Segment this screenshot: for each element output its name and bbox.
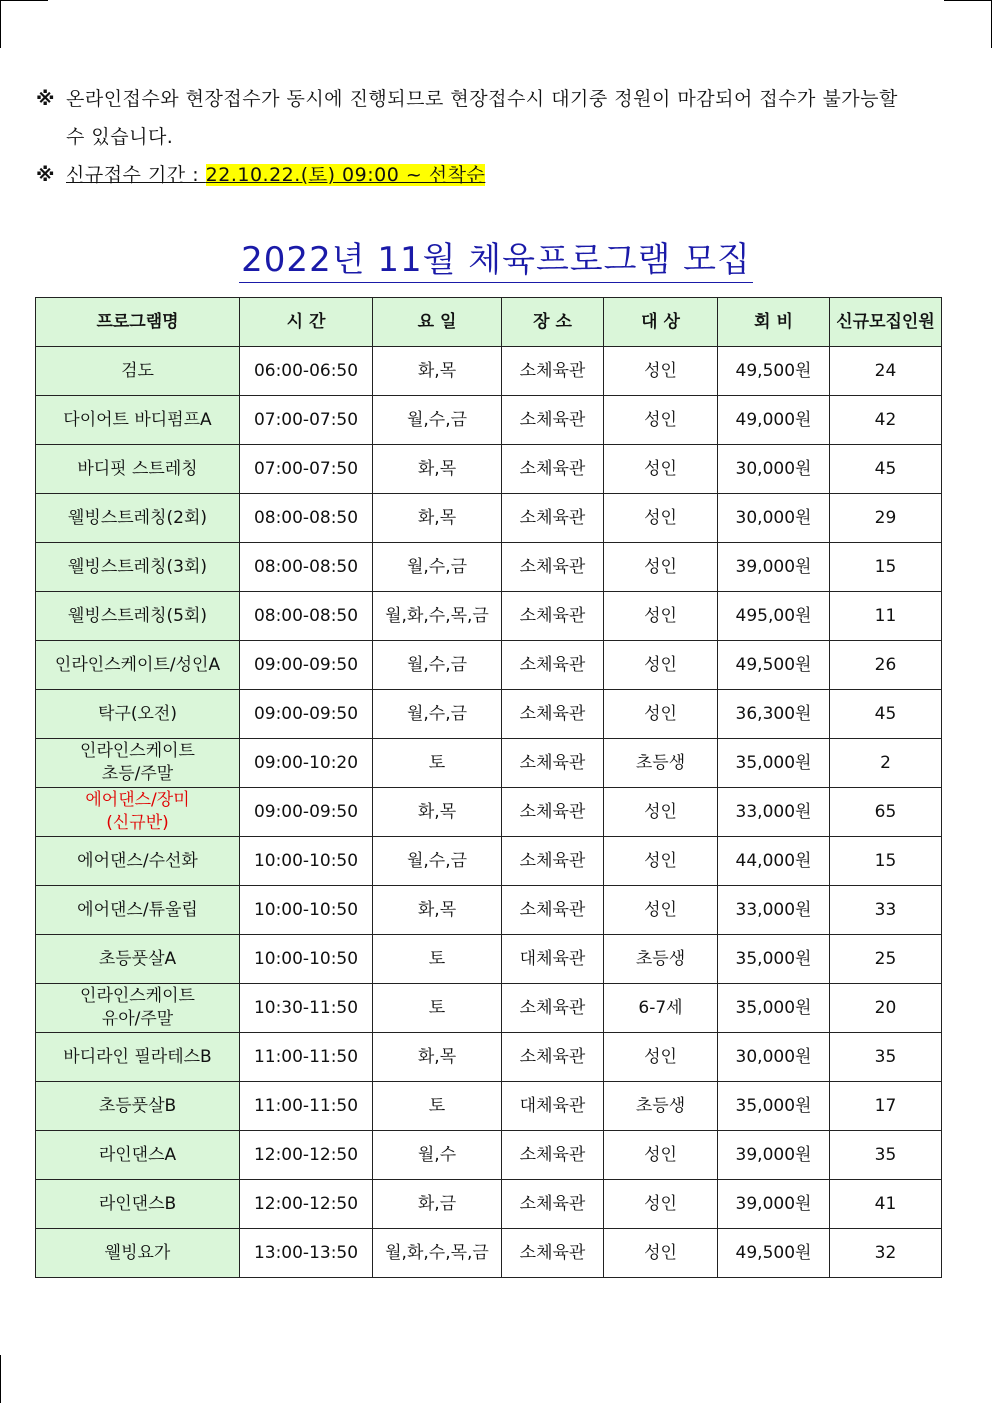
- program-name-cell: 웰빙스트레칭(5회): [36, 592, 240, 641]
- place-cell: 소체육관: [502, 1033, 604, 1082]
- fee-cell: 49,000원: [718, 396, 830, 445]
- header-place: 장 소: [502, 298, 604, 347]
- header-fee: 회 비: [718, 298, 830, 347]
- fee-cell: 49,500원: [718, 1229, 830, 1278]
- target-cell: 초등생: [604, 739, 718, 788]
- time-cell: 06:00-06:50: [240, 347, 373, 396]
- time-cell: 11:00-11:50: [240, 1033, 373, 1082]
- place-cell: 소체육관: [502, 1229, 604, 1278]
- count-cell: 35: [830, 1033, 942, 1082]
- days-cell: 월,화,수,목,금: [373, 1229, 502, 1278]
- program-name-cell: [36, 788, 240, 837]
- table-row: [36, 347, 942, 396]
- program-name-cell: 검도: [36, 347, 240, 396]
- days-cell: 월,수,금: [373, 543, 502, 592]
- place-cell: 대체육관: [502, 935, 604, 984]
- table-row: [36, 1033, 942, 1082]
- program-name-cell: [36, 984, 240, 1033]
- program-name-cell: 바디라인 필라테스B: [36, 1033, 240, 1082]
- crop-mark-top-right-h: [944, 0, 992, 1]
- count-cell: 45: [830, 690, 942, 739]
- target-cell: 성인: [604, 445, 718, 494]
- table-row: [36, 543, 942, 592]
- table-row: [36, 445, 942, 494]
- count-cell: 32: [830, 1229, 942, 1278]
- target-cell: 성인: [604, 1180, 718, 1229]
- time-cell: 10:00-10:50: [240, 886, 373, 935]
- notice-line-1: [36, 80, 946, 118]
- page-title: [0, 232, 992, 281]
- days-cell: 월,수,금: [373, 690, 502, 739]
- place-cell: 소체육관: [502, 641, 604, 690]
- program-name-cell: 초등풋살A: [36, 935, 240, 984]
- program-name-line1: 에어댄스/장미: [85, 790, 190, 810]
- time-cell: 09:00-10:20: [240, 739, 373, 788]
- count-cell: 17: [830, 1082, 942, 1131]
- program-name-cell: 인라인스케이트/성인A: [36, 641, 240, 690]
- days-cell: 월,수,금: [373, 641, 502, 690]
- program-name-cell: [36, 739, 240, 788]
- days-cell: 화,목: [373, 788, 502, 837]
- fee-cell: 44,000원: [718, 837, 830, 886]
- page-title-text: 2022년 11월 체육프로그램 모집: [239, 240, 753, 283]
- time-cell: 12:00-12:50: [240, 1131, 373, 1180]
- fee-cell: 30,000원: [718, 445, 830, 494]
- count-cell: 20: [830, 984, 942, 1033]
- fee-cell: 39,000원: [718, 543, 830, 592]
- program-name-cell: 탁구(오전): [36, 690, 240, 739]
- table-row: [36, 935, 942, 984]
- days-cell: 화,목: [373, 445, 502, 494]
- days-cell: 토: [373, 984, 502, 1033]
- place-cell: 소체육관: [502, 690, 604, 739]
- time-cell: 08:00-08:50: [240, 592, 373, 641]
- place-cell: 소체육관: [502, 837, 604, 886]
- time-cell: 10:00-10:50: [240, 935, 373, 984]
- program-name-line1: 인라인스케이트: [80, 986, 195, 1006]
- place-cell: 소체육관: [502, 347, 604, 396]
- days-cell: 월,수: [373, 1131, 502, 1180]
- fee-cell: 495,00원: [718, 592, 830, 641]
- target-cell: 성인: [604, 1131, 718, 1180]
- program-name-cell: 라인댄스B: [36, 1180, 240, 1229]
- count-cell: 42: [830, 396, 942, 445]
- days-cell: 화,목: [373, 347, 502, 396]
- period-label: 신규접수 기간 :: [66, 164, 206, 186]
- time-cell: 07:00-07:50: [240, 445, 373, 494]
- table-row: [36, 837, 942, 886]
- time-cell: 09:00-09:50: [240, 641, 373, 690]
- target-cell: 성인: [604, 690, 718, 739]
- program-name-cell: 웰빙스트레칭(3회): [36, 543, 240, 592]
- place-cell: 소체육관: [502, 543, 604, 592]
- table-row: [36, 592, 942, 641]
- notice-mark: ※: [36, 88, 55, 110]
- fee-cell: 33,000원: [718, 886, 830, 935]
- place-cell: 소체육관: [502, 494, 604, 543]
- count-cell: 41: [830, 1180, 942, 1229]
- program-name-line2: (신규반): [106, 813, 169, 833]
- count-cell: 65: [830, 788, 942, 837]
- program-name-line2: 유아/주말: [101, 1009, 174, 1029]
- fee-cell: 49,500원: [718, 641, 830, 690]
- program-name-cell: 다이어트 바디펌프A: [36, 396, 240, 445]
- target-cell: 성인: [604, 347, 718, 396]
- program-name-cell: 바디핏 스트레칭: [36, 445, 240, 494]
- time-cell: 09:00-09:50: [240, 788, 373, 837]
- fee-cell: 33,000원: [718, 788, 830, 837]
- days-cell: 토: [373, 1082, 502, 1131]
- program-name-cell: 웰빙요가: [36, 1229, 240, 1278]
- crop-mark-bottom-left-v: [0, 1355, 1, 1403]
- target-cell: 성인: [604, 837, 718, 886]
- program-name-cell: 라인댄스A: [36, 1131, 240, 1180]
- place-cell: 소체육관: [502, 1131, 604, 1180]
- days-cell: 토: [373, 739, 502, 788]
- count-cell: 26: [830, 641, 942, 690]
- count-cell: 25: [830, 935, 942, 984]
- target-cell: 성인: [604, 543, 718, 592]
- table-row: [36, 886, 942, 935]
- fee-cell: 39,000원: [718, 1180, 830, 1229]
- program-name-cell: 에어댄스/튜울립: [36, 886, 240, 935]
- fee-cell: 35,000원: [718, 739, 830, 788]
- count-cell: 29: [830, 494, 942, 543]
- days-cell: 화,금: [373, 1180, 502, 1229]
- table-row: [36, 690, 942, 739]
- program-table: [35, 297, 942, 1278]
- fee-cell: 36,300원: [718, 690, 830, 739]
- time-cell: 08:00-08:50: [240, 494, 373, 543]
- place-cell: 소체육관: [502, 396, 604, 445]
- time-cell: 07:00-07:50: [240, 396, 373, 445]
- table-row: [36, 396, 942, 445]
- crop-mark-top-left-h: [0, 0, 48, 1]
- program-name-cell: 에어댄스/수선화: [36, 837, 240, 886]
- program-name-cell: 초등풋살B: [36, 1082, 240, 1131]
- table-row: [36, 1229, 942, 1278]
- fee-cell: 30,000원: [718, 1033, 830, 1082]
- notice-text: 온라인접수와 현장접수가 동시에 진행되므로 현장접수시 대기중 정원이 마감되어 접수가 불가능할: [66, 88, 898, 110]
- header-program-name: 프로그램명: [36, 298, 240, 347]
- table-row: [36, 494, 942, 543]
- program-name-line1: 인라인스케이트: [80, 741, 195, 761]
- place-cell: 대체육관: [502, 1082, 604, 1131]
- target-cell: 6-7세: [604, 984, 718, 1033]
- header-target: 대 상: [604, 298, 718, 347]
- fee-cell: 30,000원: [718, 494, 830, 543]
- place-cell: 소체육관: [502, 445, 604, 494]
- days-cell: 월,수,금: [373, 837, 502, 886]
- place-cell: 소체육관: [502, 1180, 604, 1229]
- fee-cell: 35,000원: [718, 1082, 830, 1131]
- table-row: [36, 739, 942, 788]
- time-cell: 12:00-12:50: [240, 1180, 373, 1229]
- count-cell: 24: [830, 347, 942, 396]
- fee-cell: 49,500원: [718, 347, 830, 396]
- header-days: 요 일: [373, 298, 502, 347]
- place-cell: 소체육관: [502, 886, 604, 935]
- place-cell: 소체육관: [502, 592, 604, 641]
- target-cell: 초등생: [604, 935, 718, 984]
- days-cell: 토: [373, 935, 502, 984]
- days-cell: 월,수,금: [373, 396, 502, 445]
- count-cell: 33: [830, 886, 942, 935]
- target-cell: 성인: [604, 1033, 718, 1082]
- table-row: [36, 984, 942, 1033]
- table-row: [36, 1082, 942, 1131]
- table-row: [36, 788, 942, 837]
- table-row: [36, 1180, 942, 1229]
- time-cell: 11:00-11:50: [240, 1082, 373, 1131]
- period-value: 22.10.22.(토) 09:00 ~ 선착순: [205, 164, 486, 186]
- count-cell: 2: [830, 739, 942, 788]
- target-cell: 성인: [604, 494, 718, 543]
- target-cell: 성인: [604, 886, 718, 935]
- notice-block: [36, 80, 946, 194]
- target-cell: 성인: [604, 396, 718, 445]
- count-cell: 45: [830, 445, 942, 494]
- place-cell: 소체육관: [502, 984, 604, 1033]
- fee-cell: 39,000원: [718, 1131, 830, 1180]
- notice-mark: ※: [36, 164, 55, 186]
- notice-line-1-cont: 수 있습니다.: [66, 126, 174, 148]
- time-cell: 10:00-10:50: [240, 837, 373, 886]
- count-cell: 15: [830, 543, 942, 592]
- days-cell: 화,목: [373, 886, 502, 935]
- place-cell: 소체육관: [502, 788, 604, 837]
- crop-mark-top-left-v: [0, 0, 1, 48]
- target-cell: 성인: [604, 1229, 718, 1278]
- program-name-line2: 초등/주말: [101, 764, 174, 784]
- target-cell: 초등생: [604, 1082, 718, 1131]
- table-header-row: [36, 298, 942, 347]
- time-cell: 13:00-13:50: [240, 1229, 373, 1278]
- time-cell: 08:00-08:50: [240, 543, 373, 592]
- fee-cell: 35,000원: [718, 935, 830, 984]
- days-cell: 월,화,수,목,금: [373, 592, 502, 641]
- count-cell: 11: [830, 592, 942, 641]
- fee-cell: 35,000원: [718, 984, 830, 1033]
- header-new-count: 신규모집인원: [830, 298, 942, 347]
- notice-line-2: [36, 156, 946, 194]
- target-cell: 성인: [604, 641, 718, 690]
- target-cell: 성인: [604, 592, 718, 641]
- days-cell: 화,목: [373, 1033, 502, 1082]
- place-cell: 소체육관: [502, 739, 604, 788]
- time-cell: 10:30-11:50: [240, 984, 373, 1033]
- count-cell: 15: [830, 837, 942, 886]
- header-time: 시 간: [240, 298, 373, 347]
- program-name-cell: 웰빙스트레칭(2회): [36, 494, 240, 543]
- table-row: [36, 1131, 942, 1180]
- days-cell: 화,목: [373, 494, 502, 543]
- target-cell: 성인: [604, 788, 718, 837]
- time-cell: 09:00-09:50: [240, 690, 373, 739]
- table-row: [36, 641, 942, 690]
- count-cell: 35: [830, 1131, 942, 1180]
